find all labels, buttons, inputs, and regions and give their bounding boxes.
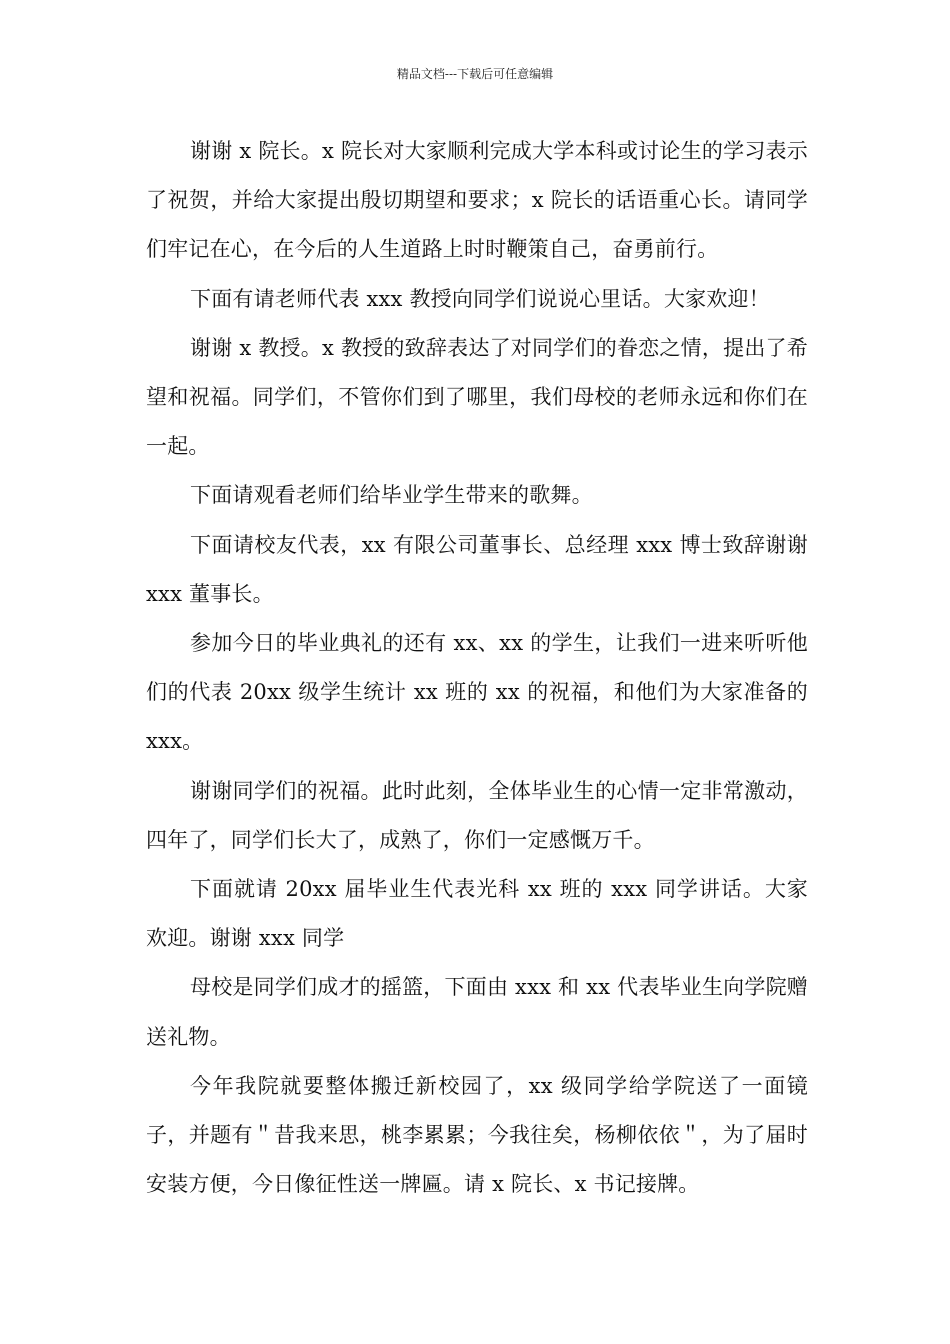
page-header: 精品文档---下载后可任意编辑: [396, 67, 554, 81]
paragraph: 参加今日的毕业典礼的还有 xx、xx 的学生，让我们一进来听听他们的代表 20xx 级学生统计 xx 班的 xx 的祝福，和他们为大家准备的 xxx。: [146, 631, 808, 754]
paragraph: 今年我院就要整体搬迁新校园了，xx 级同学给学院送了一面镜子，并题有＂昔我来思，桃李累累；今我往矣，杨柳依依＂，为了届时安装方便，今日像征性送一牌匾。请 x 院长、x 书记接牌。: [146, 1073, 808, 1197]
paragraph: 谢谢同学们的祝福。此时此刻，全体毕业生的心情一定非常激动，四年了，同学们长大了，成熟了，你们一定感慨万千。: [146, 778, 808, 852]
paragraph: 谢谢 x 教授。x 教授的致辞表达了对同学们的眷恋之情，提出了希望和祝福。同学们，不管你们到了哪里，我们母校的老师永远和你们在一起。: [146, 335, 808, 459]
paragraph: 下面有请老师代表 xxx 教授向同学们说说心里话。大家欢迎！: [190, 286, 770, 311]
paragraph: 下面就请 20xx 届毕业生代表光科 xx 班的 xxx 同学讲话。大家欢迎。谢谢 xxx 同学: [146, 877, 808, 951]
paragraph: 下面请校友代表，xx 有限公司董事长、总经理 xxx 博士致辞谢谢 xxx 董事长。: [146, 532, 808, 606]
paragraph: 下面请观看老师们给毕业学生带来的歌舞。: [190, 483, 593, 508]
paragraph: 母校是同学们成才的摇篮，下面由 xxx 和 xx 代表毕业生向学院赠送礼物。: [146, 975, 808, 1049]
document-body: [146, 127, 808, 1209]
paragraph: 谢谢 x 院长。x 院长对大家顺利完成大学本科或讨论生的学习表示了祝贺，并给大家提出殷切期望和要求；x 院长的话语重心长。请同学们牢记在心，在今后的人生道路上时时鞭策自己，奋勇前行。: [146, 139, 808, 262]
